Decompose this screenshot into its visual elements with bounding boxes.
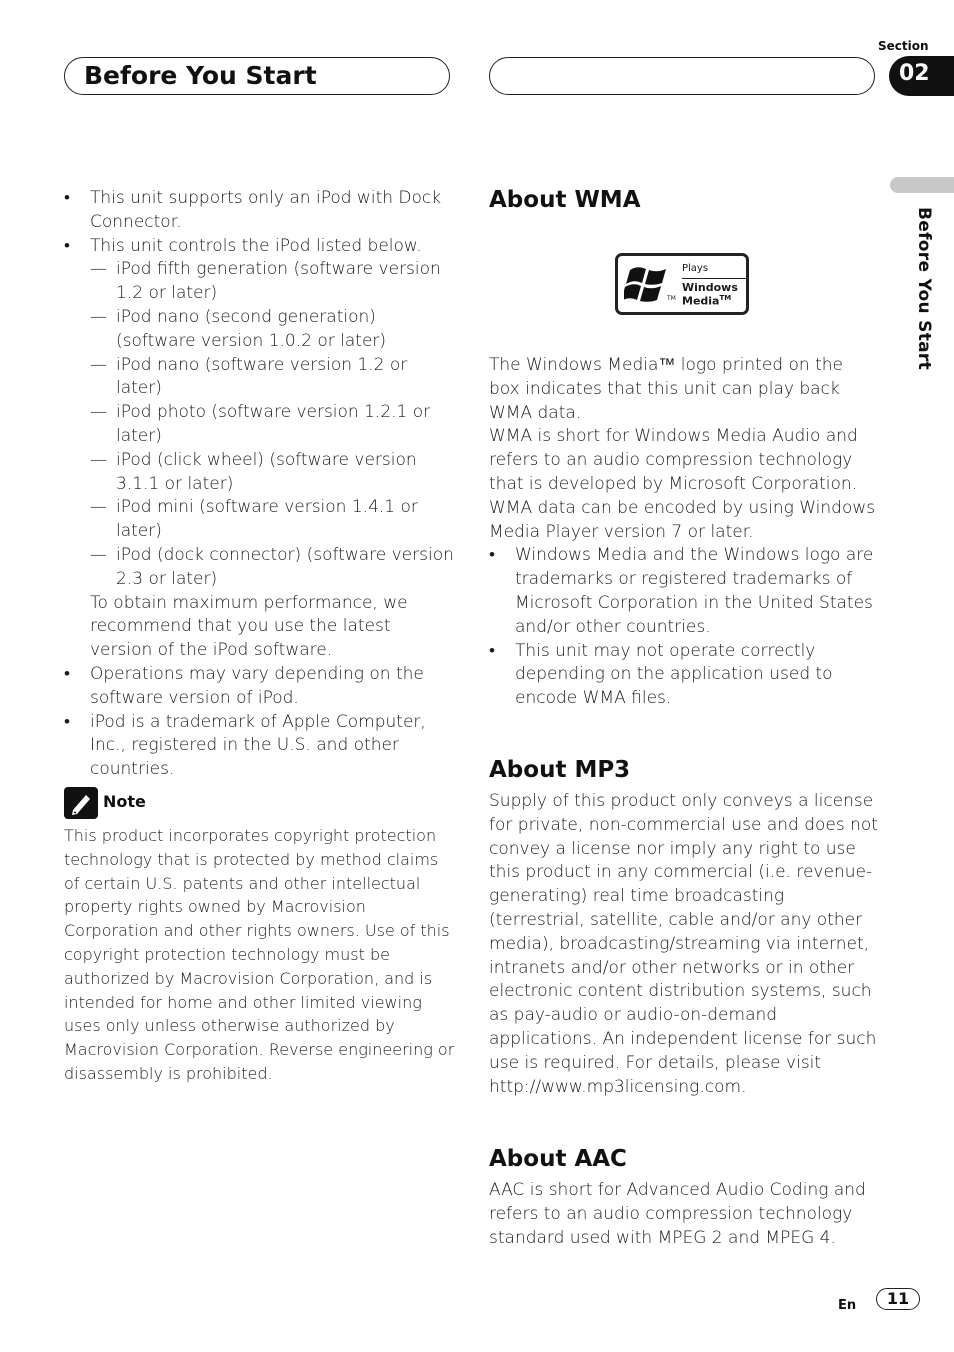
side-tab-marker xyxy=(890,177,954,193)
language-code: En xyxy=(838,1298,857,1313)
ipod-model-item: — iPod mini (software version 1.4.1 or later) xyxy=(90,497,418,542)
list-item: • This unit may not operate correctly depending on the application used to encode WMA files. xyxy=(489,640,879,711)
aac-body xyxy=(489,1179,879,1250)
ipod-model-item: — iPod nano (second generation) (software version 1.0.2 or later) xyxy=(90,306,387,351)
list-item: • This unit controls the iPod listed below. xyxy=(64,235,454,259)
header-blank-banner xyxy=(489,57,875,95)
logo-plays-text: Plays xyxy=(682,263,709,274)
logo-windows-text: Windows xyxy=(682,281,738,294)
heading-about-aac: About AAC xyxy=(489,1146,627,1172)
left-column xyxy=(64,187,454,782)
note-text: This product incorporates copyright protection technology that is protected by method claims of certain U.S. patents and other intellectual property rights owned by Macrovision Corporation and other rights owners. Use of this copyright protection technology must be authorized by Macrovision Corporation, and is intended for home and other limited viewing uses only unless otherwise authorized by Macrovision Corporation. Reverse engineering or disassembly is prohibited. xyxy=(64,826,455,1083)
wma-paragraph: WMA is short for Windows Media Audio and refers to an audio compression technology that is developed by Microsoft Corporation. WMA data can be encoded by using Windows Media Player version 7 or later. xyxy=(489,426,876,542)
wma-paragraph: The Windows Media™ logo printed on the box indicates that this unit can play back WMA data. xyxy=(489,355,843,423)
mp3-licensing-url: http://www.mp3licensing.com. xyxy=(489,1076,747,1097)
note-pencil-icon xyxy=(64,787,98,819)
ipod-model-item: — iPod fifth generation (software version 1.2 or later) xyxy=(90,259,441,304)
mp3-paragraph: Supply of this product only conveys a license for private, non-commercial use and does not convey a license nor imply any right to use this product in any commercial (i.e. revenue-generating) real time broadcasting (terrestrial, satellite, cable and/or any other media), broadcasting/streaming via internet, intranets and/or other networks or in other electronic content distribution systems, such as pay-audio or audio-on-demand applications. An independent license for such use is required. For details, please visit xyxy=(489,791,878,1073)
section-label: Section xyxy=(878,39,929,53)
windows-media-logo: TM Plays Windows Media™ xyxy=(615,253,749,315)
ipod-model-item: — iPod (click wheel) (software version 3.1.1 or later) xyxy=(90,449,417,494)
ipod-model-item: — iPod (dock connector) (software version 2.3 or later) xyxy=(90,544,454,589)
page-title-banner xyxy=(64,57,450,95)
heading-about-mp3: About MP3 xyxy=(489,757,631,783)
page-number: 11 xyxy=(876,1288,920,1310)
heading-about-wma: About WMA xyxy=(489,187,641,213)
logo-divider xyxy=(682,278,746,279)
page-title: Before You Start xyxy=(84,61,317,90)
section-number-badge: 02 xyxy=(889,56,954,96)
list-item: • Windows Media and the Windows logo are trademarks or registered trademarks of Microsoft Corporation in the United States and/or other countries. xyxy=(489,544,879,639)
ipod-model-item: — iPod photo (software version 1.2.1 or later) xyxy=(90,402,431,446)
mp3-body xyxy=(489,790,879,1099)
list-item: • iPod is a trademark of Apple Computer, Inc., registered in the U.S. and other countries. xyxy=(64,711,454,782)
list-item: • This unit supports only an iPod with Dock Connector. xyxy=(64,187,454,235)
logo-media-text: Media™ xyxy=(682,294,732,308)
ipod-model-item: — iPod nano (software version 1.2 or later) xyxy=(90,354,408,399)
note-label: Note xyxy=(103,792,146,811)
wma-body xyxy=(489,354,879,711)
aac-paragraph: AAC is short for Advanced Audio Coding and refers to an audio compression technology standard used with MPEG 2 and MPEG 4. xyxy=(489,1180,866,1248)
side-tab-label: Before You Start xyxy=(914,207,934,370)
list-item: • Operations may vary depending on the software version of iPod. xyxy=(64,663,454,711)
performance-note: To obtain maximum performance, we recommend that you use the latest version of the iPod software. xyxy=(90,592,408,661)
